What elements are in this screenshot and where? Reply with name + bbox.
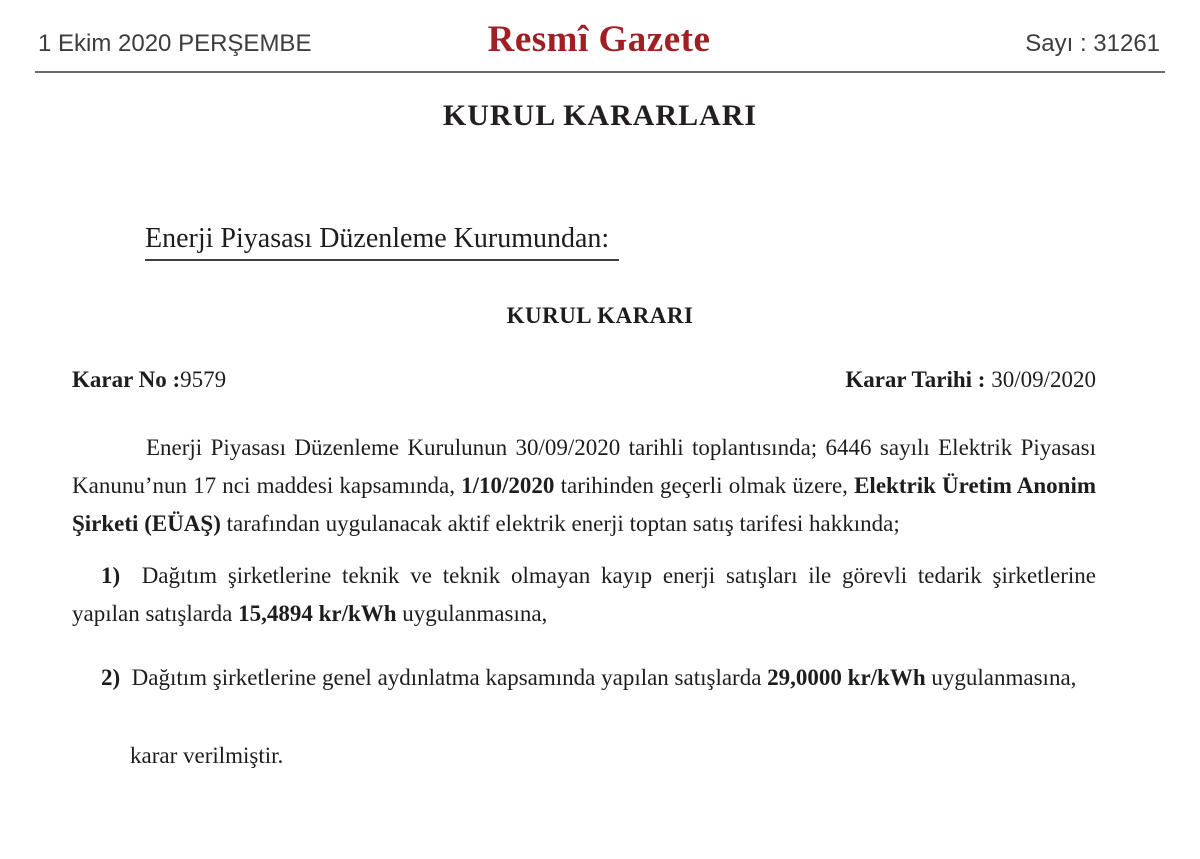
decision-title: KURUL KARARI [506,303,694,328]
paragraph-intro: Enerji Piyasası Düzenleme Kurulunun 30/09/2020 tarihli toplantısında; 6446 sayılı Elektrik Piyasası Kanunu’nun 17 nci maddesi kapsamında, 1/10/2020 tarihinden geçerli olmak üzere, Elektrik Üretim Anonim Şirketi (EÜAŞ) tarafından uygulanacak aktif elektrik enerji toptan satış tarifesi hakkında; [72,435,1096,536]
decision-item-1: 1) Dağıtım şirketlerine teknik ve teknik olmayan kayıp enerji satışları ile görevli tedarik şirketlerine yapılan satışlarda 15,4894 kr/kWh uygulanmasına, [72,563,1096,626]
decision-number: Karar No :9579 [72,367,227,392]
issue-number: Sayı : 31261 [1025,30,1161,57]
decision-meta-row [72,367,1096,393]
gazette-header [0,0,1200,61]
closing-line: karar verilmiştir. [130,743,284,768]
gazette-title: Resmî Gazete [487,19,711,60]
decision-date: Karar Tarihi : 30/09/2020 [845,367,1096,392]
header-date: 1 Ekim 2020 PERŞEMBE [38,30,312,57]
authority-heading: Enerji Piyasası Düzenleme Kurumundan: [145,223,619,261]
header-divider [35,71,1165,73]
decision-item-2: 2) Dağıtım şirketlerine genel aydınlatma kapsamında yapılan satışlarda 29,0000 kr/kWh uygulanmasına, [101,665,1077,690]
authority-heading-row [145,223,1200,261]
document-body [0,99,1200,769]
section-title: KURUL KARARLARI [442,99,758,132]
